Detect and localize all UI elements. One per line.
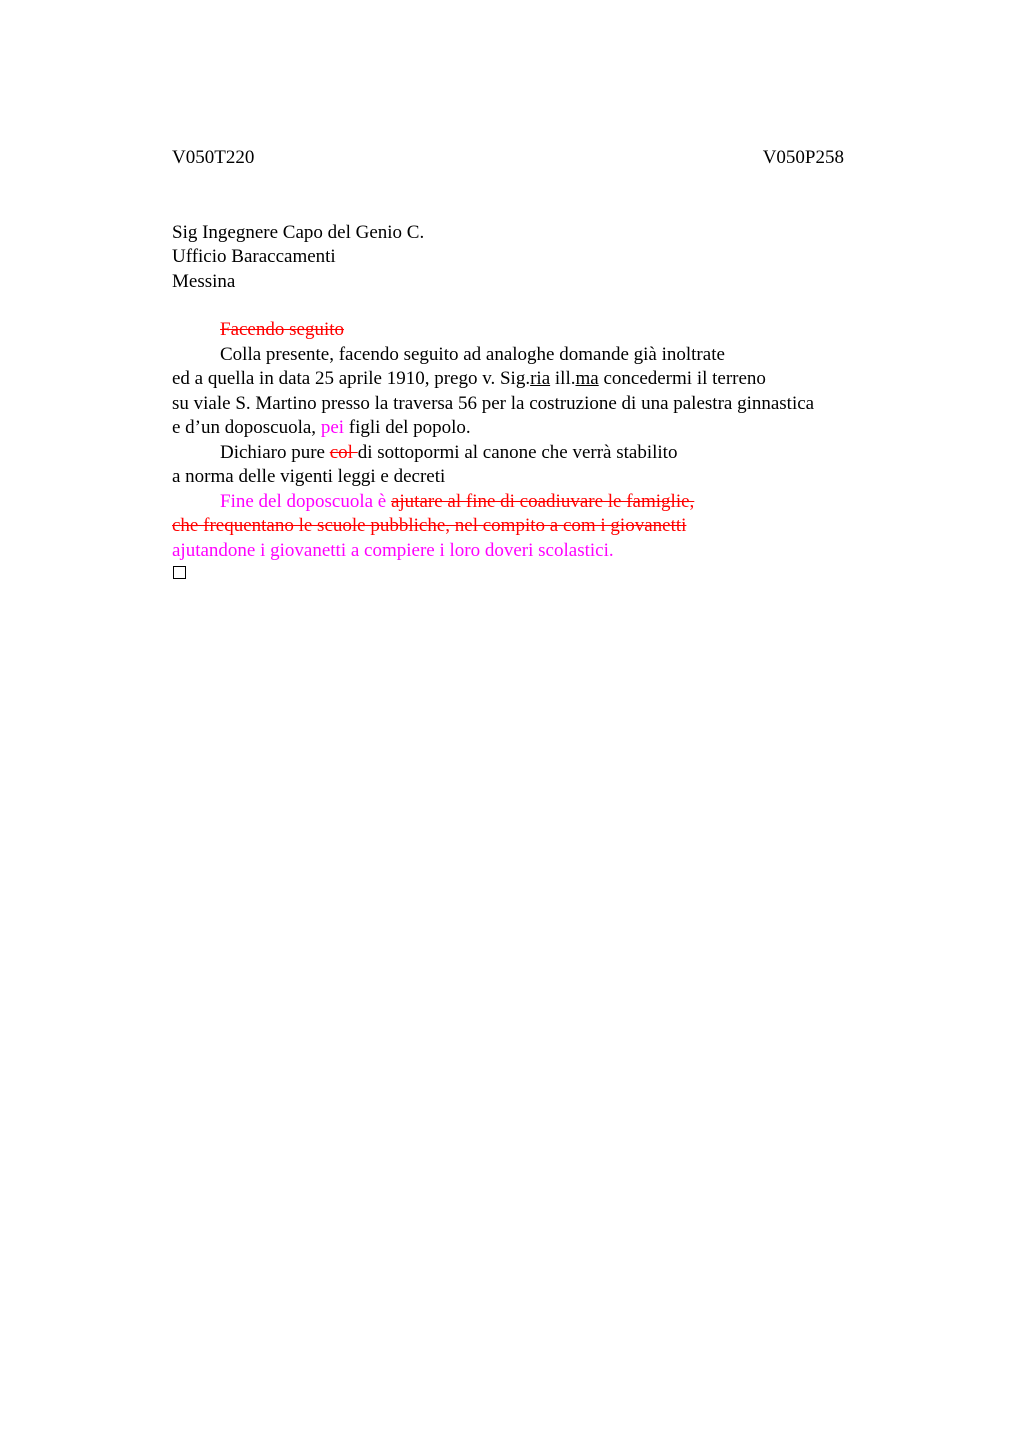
inserted-text: Fine del doposcuola è: [220, 491, 391, 512]
underlined-abbreviation: ma: [575, 368, 599, 389]
underlined-abbreviation: ria: [530, 368, 551, 389]
text-segment: Dichiaro pure: [220, 442, 330, 463]
paragraph-1-line-2: [172, 367, 766, 391]
deleted-text: Facendo seguito: [220, 319, 345, 340]
end-marker-box: [173, 566, 186, 579]
document-code-left: V050T220: [172, 147, 255, 168]
address-line-recipient: Sig Ingegnere Capo del Genio C.: [172, 222, 425, 243]
paragraph-1-line-4: [172, 416, 471, 440]
paragraph-2-line-1: [220, 441, 677, 465]
text-segment: ed a quella in data 25 aprile 1910, prego v. Sig.: [172, 368, 531, 389]
address-line-city: Messina: [172, 271, 236, 292]
text-segment: ill.: [550, 368, 576, 389]
address-line-office: Ufficio Baraccamenti: [172, 246, 336, 267]
inserted-text: ajutandone i giovanetti a compiere i loro doveri scolastici.: [172, 540, 614, 561]
inserted-text: pei: [320, 417, 345, 438]
deleted-text: col: [329, 442, 358, 463]
text-segment: di sottopormi al canone che verrà stabilito: [357, 442, 678, 463]
deleted-opening-line: [220, 318, 344, 342]
deleted-text: ajutare al fine di coadiuvare le famiglie,: [390, 491, 695, 512]
paragraph-1-line-3: su viale S. Martino presso la traversa 56 per la costruzione di una palestra ginnastica: [172, 393, 815, 414]
paragraph-3-line-2: [172, 514, 686, 538]
text-segment: concedermi il terreno: [598, 368, 766, 389]
paragraph-3-line-1: [220, 490, 694, 514]
text-segment: figli del popolo.: [344, 417, 471, 438]
deleted-text: che frequentano le scuole pubbliche, nel compito a com i giovanetti: [172, 515, 687, 536]
document-code-right: V050P258: [762, 147, 844, 168]
paragraph-3-line-3: [172, 539, 614, 563]
paragraph-2-line-2: a norma delle vigenti leggi e decreti: [172, 466, 446, 487]
text-segment: e d’un doposcuola,: [172, 417, 321, 438]
paragraph-1-line-1: Colla presente, facendo seguito ad analoghe domande già inoltrate: [220, 344, 725, 365]
